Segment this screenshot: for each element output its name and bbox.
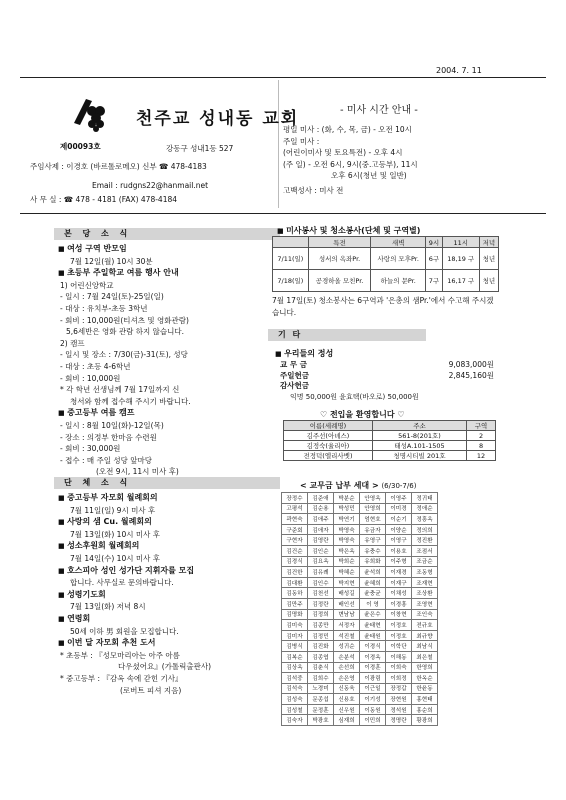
dues-name-cell: 박은옥	[334, 545, 360, 556]
dues-row	[282, 514, 438, 525]
offering-row	[280, 381, 494, 392]
volunteer-cell: 하늘의 문Pr.	[371, 270, 426, 292]
church-name: 천주교 성내동 교회	[136, 109, 300, 129]
news-item-line: - 일시 및 장소 : 7/30(금)-31(토), 성당	[60, 350, 188, 360]
newcomers-table	[283, 420, 496, 461]
dues-name-cell: 황광희	[412, 715, 438, 726]
dues-name-cell: 김정민	[308, 630, 334, 641]
dues-name-cell: 김경식	[282, 556, 308, 567]
dues-name-cell: 박분순	[334, 493, 360, 504]
dues-name-cell: 조인숙	[412, 609, 438, 620]
mass-line: 평일 미사 : (화, 수, 목, 금) - 오전 10시	[283, 125, 412, 134]
dues-name-cell: 한옥순	[412, 673, 438, 684]
volunteer-cell: 18,19 구	[442, 248, 479, 270]
volunteer-header: 11시	[442, 237, 479, 248]
volunteer-cell: 사랑의 모후Pr.	[371, 248, 426, 270]
dues-name-cell: 유영구	[360, 535, 386, 546]
dues-name-cell: 배성길	[334, 588, 360, 599]
volunteer-header: 9시	[426, 237, 443, 248]
news-item-title: ■ 중고등부 여름 캠프	[58, 407, 272, 420]
news-item-line: (오전 9시, 11시 미사 후)	[96, 467, 179, 477]
dues-row	[282, 662, 438, 673]
dues-row	[282, 609, 438, 620]
dues-row	[282, 567, 438, 578]
newcomers-header: 이름(세례명)	[284, 421, 373, 431]
volunteer-header: 특전	[308, 237, 371, 248]
dues-name-cell: 안영옥	[360, 493, 386, 504]
dues-name-cell: 김희수	[308, 673, 334, 684]
dues-name-cell: 유금자	[360, 524, 386, 535]
dues-row	[282, 673, 438, 684]
dues-name-cell: 정귀태	[412, 493, 438, 504]
dues-name-cell: 한영희	[412, 662, 438, 673]
dues-row	[282, 535, 438, 546]
dues-name-cell: 구준회	[282, 524, 308, 535]
news-item-line: 7월 12일(월) 10시 30분	[70, 256, 153, 266]
offering-value: 9,083,000원	[448, 360, 494, 369]
header-bottom-rule	[20, 213, 546, 214]
newcomers-cell: 김주선(아녜스)	[284, 431, 373, 441]
dues-name-cell: 이재경	[386, 567, 412, 578]
newcomers-cell: 청명시티빌 201호	[372, 451, 466, 461]
dues-name-cell: 김애자	[308, 524, 334, 535]
dues-name-cell: 문종섭	[308, 694, 334, 705]
dues-name-cell: 유충수	[360, 545, 386, 556]
dues-name-cell: 박성민	[334, 503, 360, 514]
dues-name-cell: 엄현호	[360, 514, 386, 525]
dues-name-cell: 박희순	[334, 556, 360, 567]
mass-line: (어린이미사 및 토요특전) - 오후 4시	[283, 148, 403, 157]
dues-name-cell: 김명화	[282, 609, 308, 620]
dues-name-cell: 박영숙	[334, 524, 360, 535]
news-item-line: - 대상 : 초등 4-6학년	[60, 361, 131, 371]
news-item-line: - 일시 : 8월 10일(화)-12일(목)	[60, 420, 164, 430]
church-address: 강동구 성내1동 527	[166, 144, 234, 153]
dues-name-cell: 신용호	[334, 694, 360, 705]
dues-name-cell: 이경훈	[360, 662, 386, 673]
offering-row	[280, 360, 494, 371]
dues-name-cell: 이경식	[360, 641, 386, 652]
news-item-line: - 회비 : 10,000원(티셔츠 및 영화관람)	[60, 315, 189, 325]
volunteer-header	[273, 237, 309, 248]
dues-name-cell: 정의희	[412, 524, 438, 535]
dues-name-cell: 김춘식	[308, 662, 334, 673]
news-item-line: - 접수 : 매 주일 성당 앞마당	[60, 455, 152, 465]
dues-name-cell: 이양순	[386, 524, 412, 535]
group-item-line: 합니다. 사무실로 문의바랍니다.	[70, 578, 174, 588]
news-item-line: 청서와 함께 접수해 주시기 바랍니다.	[70, 396, 191, 406]
dues-row	[282, 704, 438, 715]
dues-period: (6/30-7/6)	[381, 482, 417, 490]
dues-name-cell: 정명란	[386, 715, 412, 726]
dues-name-cell: 김인순	[308, 545, 334, 556]
dues-name-cell: 이동원	[360, 704, 386, 715]
newcomers-cell: 561-8(201호)	[372, 431, 466, 441]
dues-row	[282, 630, 438, 641]
mass-line: 주일 미사 :	[283, 136, 320, 146]
news-item-line: - 회비 : 10,000원	[60, 373, 121, 383]
dues-name-cell: 박혜순	[334, 567, 360, 578]
volunteer-cell: 7구	[426, 270, 443, 292]
group-item-title: ■ 연령회	[58, 613, 272, 626]
volunteer-title: ■ 미사봉사 및 청소봉사(단체 및 구역별)	[277, 225, 420, 236]
dues-name-cell: 장현원	[386, 694, 412, 705]
news-item-line: - 대상 : 유치부-초등 3학년	[60, 303, 148, 313]
dues-row	[282, 503, 438, 514]
group-item-line: 7월 13일(화) 10시 미사 후	[70, 529, 160, 539]
dues-name-cell: 김숙자	[282, 715, 308, 726]
dues-name-cell: 변남남	[334, 609, 360, 620]
dues-name-cell: 이민희	[360, 715, 386, 726]
dues-name-cell: 김미자	[282, 630, 308, 641]
dues-name-cell: 윤혜희	[360, 577, 386, 588]
group-item-title: ■ 이번 달 자모회 추천 도서	[58, 637, 272, 650]
offering-value: 2,845,160원	[448, 370, 494, 380]
dues-name-cell: 신동욱	[334, 683, 360, 694]
dues-name-cell: 김순용	[308, 503, 334, 514]
dues-name-cell: 김미숙	[282, 620, 308, 631]
dues-name-cell: 이영주	[386, 493, 412, 504]
dues-name-cell: 이광림	[360, 673, 386, 684]
dues-name-cell: 김병식	[282, 641, 308, 652]
dues-row	[282, 524, 438, 535]
dues-name-cell: 김동하	[282, 588, 308, 599]
news-item-title: ■ 초등부 주일학교 여름 행사 안내	[58, 267, 272, 280]
newcomers-cell: 12	[467, 451, 496, 461]
dues-name-cell: 노경미	[308, 683, 334, 694]
dues-name-cell: 김준애	[308, 493, 334, 504]
group-item-title: ■ 성령기도회	[58, 589, 272, 602]
volunteer-cell: 6구	[426, 248, 443, 270]
dues-name-cell: 홍순희	[412, 704, 438, 715]
dues-name-cell: 이 영	[360, 598, 386, 609]
news-item-line: * 각 학년 선생님께 7월 17일까지 신	[60, 385, 180, 395]
dues-name-cell: 김유례	[308, 567, 334, 578]
newcomers-header: 구역	[467, 421, 496, 431]
dues-name-cell: 김석숙	[282, 683, 308, 694]
groups-section-bar: 단 체 소 식	[54, 477, 280, 489]
dues-name-cell: 고평석	[282, 503, 308, 514]
dues-name-cell: 이미경	[386, 503, 412, 514]
dues-name-cell: 장정갑	[386, 683, 412, 694]
volunteer-header: 새벽	[371, 237, 426, 248]
dues-name-cell: 이근일	[360, 683, 386, 694]
offering-row	[280, 371, 494, 382]
dues-name-cell: 김종만	[308, 620, 334, 631]
newcomers-title: ♡ 전입을 환영합니다 ♡	[320, 410, 405, 419]
dues-row	[282, 598, 438, 609]
email-info: Email : rudgns22@hanmail.net	[92, 181, 209, 190]
news-item-line: 1) 어린신앙학교	[60, 280, 114, 290]
news-item-line: 2) 캠프	[60, 338, 85, 348]
office-info: 사 무 실 : ☎ 478 - 4181 (FAX) 478-4184	[30, 195, 178, 204]
news-item-title: ■ 여성 구역 반모임	[58, 243, 272, 256]
dues-row	[282, 694, 438, 705]
group-item-title: ■ 중고등부 자모회 월례회의	[58, 492, 272, 505]
dues-name-cell: 손분석	[334, 651, 360, 662]
mass-times	[283, 124, 418, 196]
dues-name-cell: 이재구	[386, 577, 412, 588]
volunteer-cell: 성서의 옥좌Pr.	[308, 248, 371, 270]
news-item-line: 5,6세반은 영화 관람 하지 않습니다.	[66, 327, 185, 337]
dues-name-cell: 최규향	[412, 630, 438, 641]
dues-name-cell: 윤석희	[360, 567, 386, 578]
dues-name-cell: 김애주	[308, 514, 334, 525]
issue-date: 2004. 7. 11	[436, 66, 482, 75]
dues-name-cell: 정흥옥	[412, 514, 438, 525]
dues-name-cell: 이순기	[386, 514, 412, 525]
dues-name-cell: 최은철	[412, 651, 438, 662]
group-item-title: ■ 성소후원회 월례회의	[58, 540, 272, 553]
volunteer-table	[272, 236, 499, 292]
mass-title: - 미사 시간 안내 -	[340, 105, 418, 116]
dues-name-cell: 박영숙	[334, 535, 360, 546]
newcomers-cell: 김정숙(율리아)	[284, 441, 373, 451]
dues-name-cell: 이경흥	[386, 598, 412, 609]
dues-name-cell: 조재현	[412, 577, 438, 588]
dues-name-cell: 김복순	[282, 651, 308, 662]
dues-name-cell: 한윤동	[412, 683, 438, 694]
dues-name-cell: 김영란	[308, 535, 334, 546]
dues-name-cell: 김요옥	[308, 556, 334, 567]
dues-name-cell: 이주형	[386, 556, 412, 567]
dues-name-cell: 심재희	[334, 715, 360, 726]
dues-name-cell: 전규호	[412, 620, 438, 631]
dues-name-cell: 이해동	[386, 651, 412, 662]
dues-name-cell: 김종엽	[308, 651, 334, 662]
dues-name-cell: 손선희	[334, 662, 360, 673]
dues-row	[282, 556, 438, 567]
dues-name-cell: 김천선	[308, 588, 334, 599]
group-item-line: 다우셨어요』(가톨릭출판사)	[118, 662, 212, 672]
offering-label: 감사헌금	[280, 381, 309, 390]
dues-name-cell: 손은영	[334, 673, 360, 684]
newcomers-cell: 8	[467, 441, 496, 451]
dues-name-cell: 구현자	[282, 535, 308, 546]
dues-name-cell: 정애순	[412, 503, 438, 514]
dues-name-cell: 서정자	[334, 620, 360, 631]
newcomers-cell: 태성A.101-1505	[372, 441, 466, 451]
dues-name-cell: 조상환	[412, 588, 438, 599]
dues-name-cell: 배인선	[334, 598, 360, 609]
dues-name-cell: 홍현태	[412, 694, 438, 705]
dues-name-cell: 조동형	[412, 567, 438, 578]
volunteer-cell: 16,17 구	[442, 270, 479, 292]
dues-name-cell: 성귀순	[334, 641, 360, 652]
mass-line: 고백성사 : 미사 전	[283, 185, 344, 195]
group-item-title: ■ 사랑의 샘 Cu. 월례회의	[58, 516, 272, 529]
offering-title: ■ 우리들의 정성	[275, 348, 333, 359]
etc-section-bar: 기 타	[268, 329, 426, 341]
dues-name-cell: 이창현	[386, 609, 412, 620]
dues-name-cell: 김정란	[308, 598, 334, 609]
dues-row	[282, 651, 438, 662]
group-item-title: ■ 호스피아 성인 성가단 지휘자를 모집	[58, 565, 272, 578]
dues-name-cell: 윤태원	[360, 630, 386, 641]
dues-name-cell: 김상옥	[282, 662, 308, 673]
dues-row	[282, 683, 438, 694]
newcomers-cell: 2	[467, 431, 496, 441]
group-item-line: * 초등부 : 『성모마리아는 아주 아름	[60, 650, 180, 660]
dues-name-cell: 김정희	[308, 609, 334, 620]
dues-name-cell: 장정수	[282, 493, 308, 504]
news-item-line: - 회비 : 30,000원	[60, 444, 121, 454]
dues-name-cell: 윤은수	[360, 609, 386, 620]
dues-row	[282, 641, 438, 652]
dues-row	[282, 545, 438, 556]
dues-title	[300, 480, 416, 491]
volunteer-cell: 공경하올 모친Pr.	[308, 270, 371, 292]
dues-name-cell: 유희화	[360, 556, 386, 567]
newcomers-header: 주소	[372, 421, 466, 431]
dues-name-cell: 이용호	[386, 545, 412, 556]
newcomers-cell: 전정덕(엘리사벳)	[284, 451, 373, 461]
dues-name-cell: 김성철	[282, 704, 308, 715]
dues-name-cell: 안영희	[360, 503, 386, 514]
dues-row	[282, 493, 438, 504]
offering-list	[280, 360, 494, 402]
group-item-line: 7월 14일(수) 10시 미사 후	[70, 553, 160, 563]
dues-name-cell: 조금순	[412, 556, 438, 567]
dues-name-cell: 김성숙	[282, 694, 308, 705]
dues-name-cell: 문정훈	[308, 704, 334, 715]
group-item-line: 7월 13일(화) 저녁 8시	[70, 602, 146, 612]
dues-name-cell: 김대환	[282, 577, 308, 588]
mass-line: (주 일) - 오전 6시, 9시(중.고등부), 11시	[283, 159, 418, 169]
dues-name-cell: 박연기	[334, 514, 360, 525]
group-item-line: 7월 11일(일) 9시 미사 후	[70, 505, 156, 515]
dues-name-cell: 이채성	[386, 588, 412, 599]
header-divider	[278, 80, 279, 208]
dues-row	[282, 620, 438, 631]
volunteer-cell: 청년	[479, 248, 498, 270]
dues-name-cell: 조영현	[412, 598, 438, 609]
volunteer-note: 7월 17일(토) 청소봉사는 6구역과 '은총의 샘Pr.'에서 수고해 주시겠습니다.	[272, 296, 494, 317]
dues-title-text: < 교무금 납부 세대 >	[300, 481, 379, 490]
volunteer-cell: 7/18(일)	[273, 270, 309, 292]
dues-name-cell: 석진철	[334, 630, 360, 641]
dues-name-cell: 이희숙	[386, 662, 412, 673]
dues-name-cell: 최남식	[412, 641, 438, 652]
dues-name-cell: 김석중	[282, 673, 308, 684]
dues-name-cell: 김건순	[282, 545, 308, 556]
dues-name-cell: 김만주	[282, 598, 308, 609]
group-item-line: 50세 이하 男 회원을 모집합니다.	[70, 626, 179, 636]
dues-name-cell: 김건한	[282, 567, 308, 578]
dues-row	[282, 577, 438, 588]
header-top-rule	[20, 77, 546, 78]
offering-detail: 익명 50,000원 윤효택(바오로) 50,000원	[290, 392, 419, 401]
dues-name-cell: 윤태현	[360, 620, 386, 631]
groups-list	[58, 492, 272, 696]
dues-name-cell: 박광호	[308, 715, 334, 726]
pastor-info: 주임사제 : 이경호 (바르톨로메오) 신부 ☎ 478-4183	[30, 162, 207, 171]
dues-name-cell: 이희정	[386, 673, 412, 684]
dues-name-cell: 이기성	[360, 694, 386, 705]
volunteer-cell: 청년	[479, 270, 498, 292]
dues-name-cell: 정석원	[386, 704, 412, 715]
dues-name-cell: 이영구	[386, 535, 412, 546]
group-item-line: (로버트 피셔 지음)	[120, 685, 182, 695]
mass-line: 오후 6시(청년 및 일반)	[331, 171, 407, 180]
volunteer-cell: 7/11(일)	[273, 248, 309, 270]
dues-name-cell: 김진화	[308, 641, 334, 652]
dues-name-cell: 신우원	[334, 704, 360, 715]
dues-name-cell: 김인수	[308, 577, 334, 588]
dues-name-cell: 조점서	[412, 545, 438, 556]
dues-name-cell: 이정호	[386, 630, 412, 641]
dues-name-cell: 곽현숙	[282, 514, 308, 525]
dues-name-cell: 윤충균	[360, 588, 386, 599]
dues-name-cell: 이학단	[386, 641, 412, 652]
dues-name-cell: 정진환	[412, 535, 438, 546]
dues-row	[282, 715, 438, 726]
offering-label: 교 무 금	[280, 360, 307, 369]
news-item-line: - 일시 : 7월 24일(토)-25일(일)	[60, 292, 164, 302]
dues-name-cell: 이경옥	[360, 651, 386, 662]
dues-name-cell: 이정호	[386, 620, 412, 631]
dues-row	[282, 588, 438, 599]
news-section-bar: 본 당 소 식	[54, 228, 280, 240]
offering-label: 주일헌금	[280, 370, 309, 380]
news-list	[58, 243, 272, 478]
dues-name-cell: 박지현	[334, 577, 360, 588]
dues-table	[281, 492, 438, 726]
volunteer-header: 저녁	[479, 237, 498, 248]
group-item-line: * 중고등부 : 『감옥 속에 갇힌 기사』	[60, 673, 183, 683]
church-logo-icon	[70, 93, 110, 133]
news-item-line: - 장소 : 의정부 한마음 수련원	[60, 432, 157, 442]
issue-number: 제00093호	[60, 142, 101, 151]
